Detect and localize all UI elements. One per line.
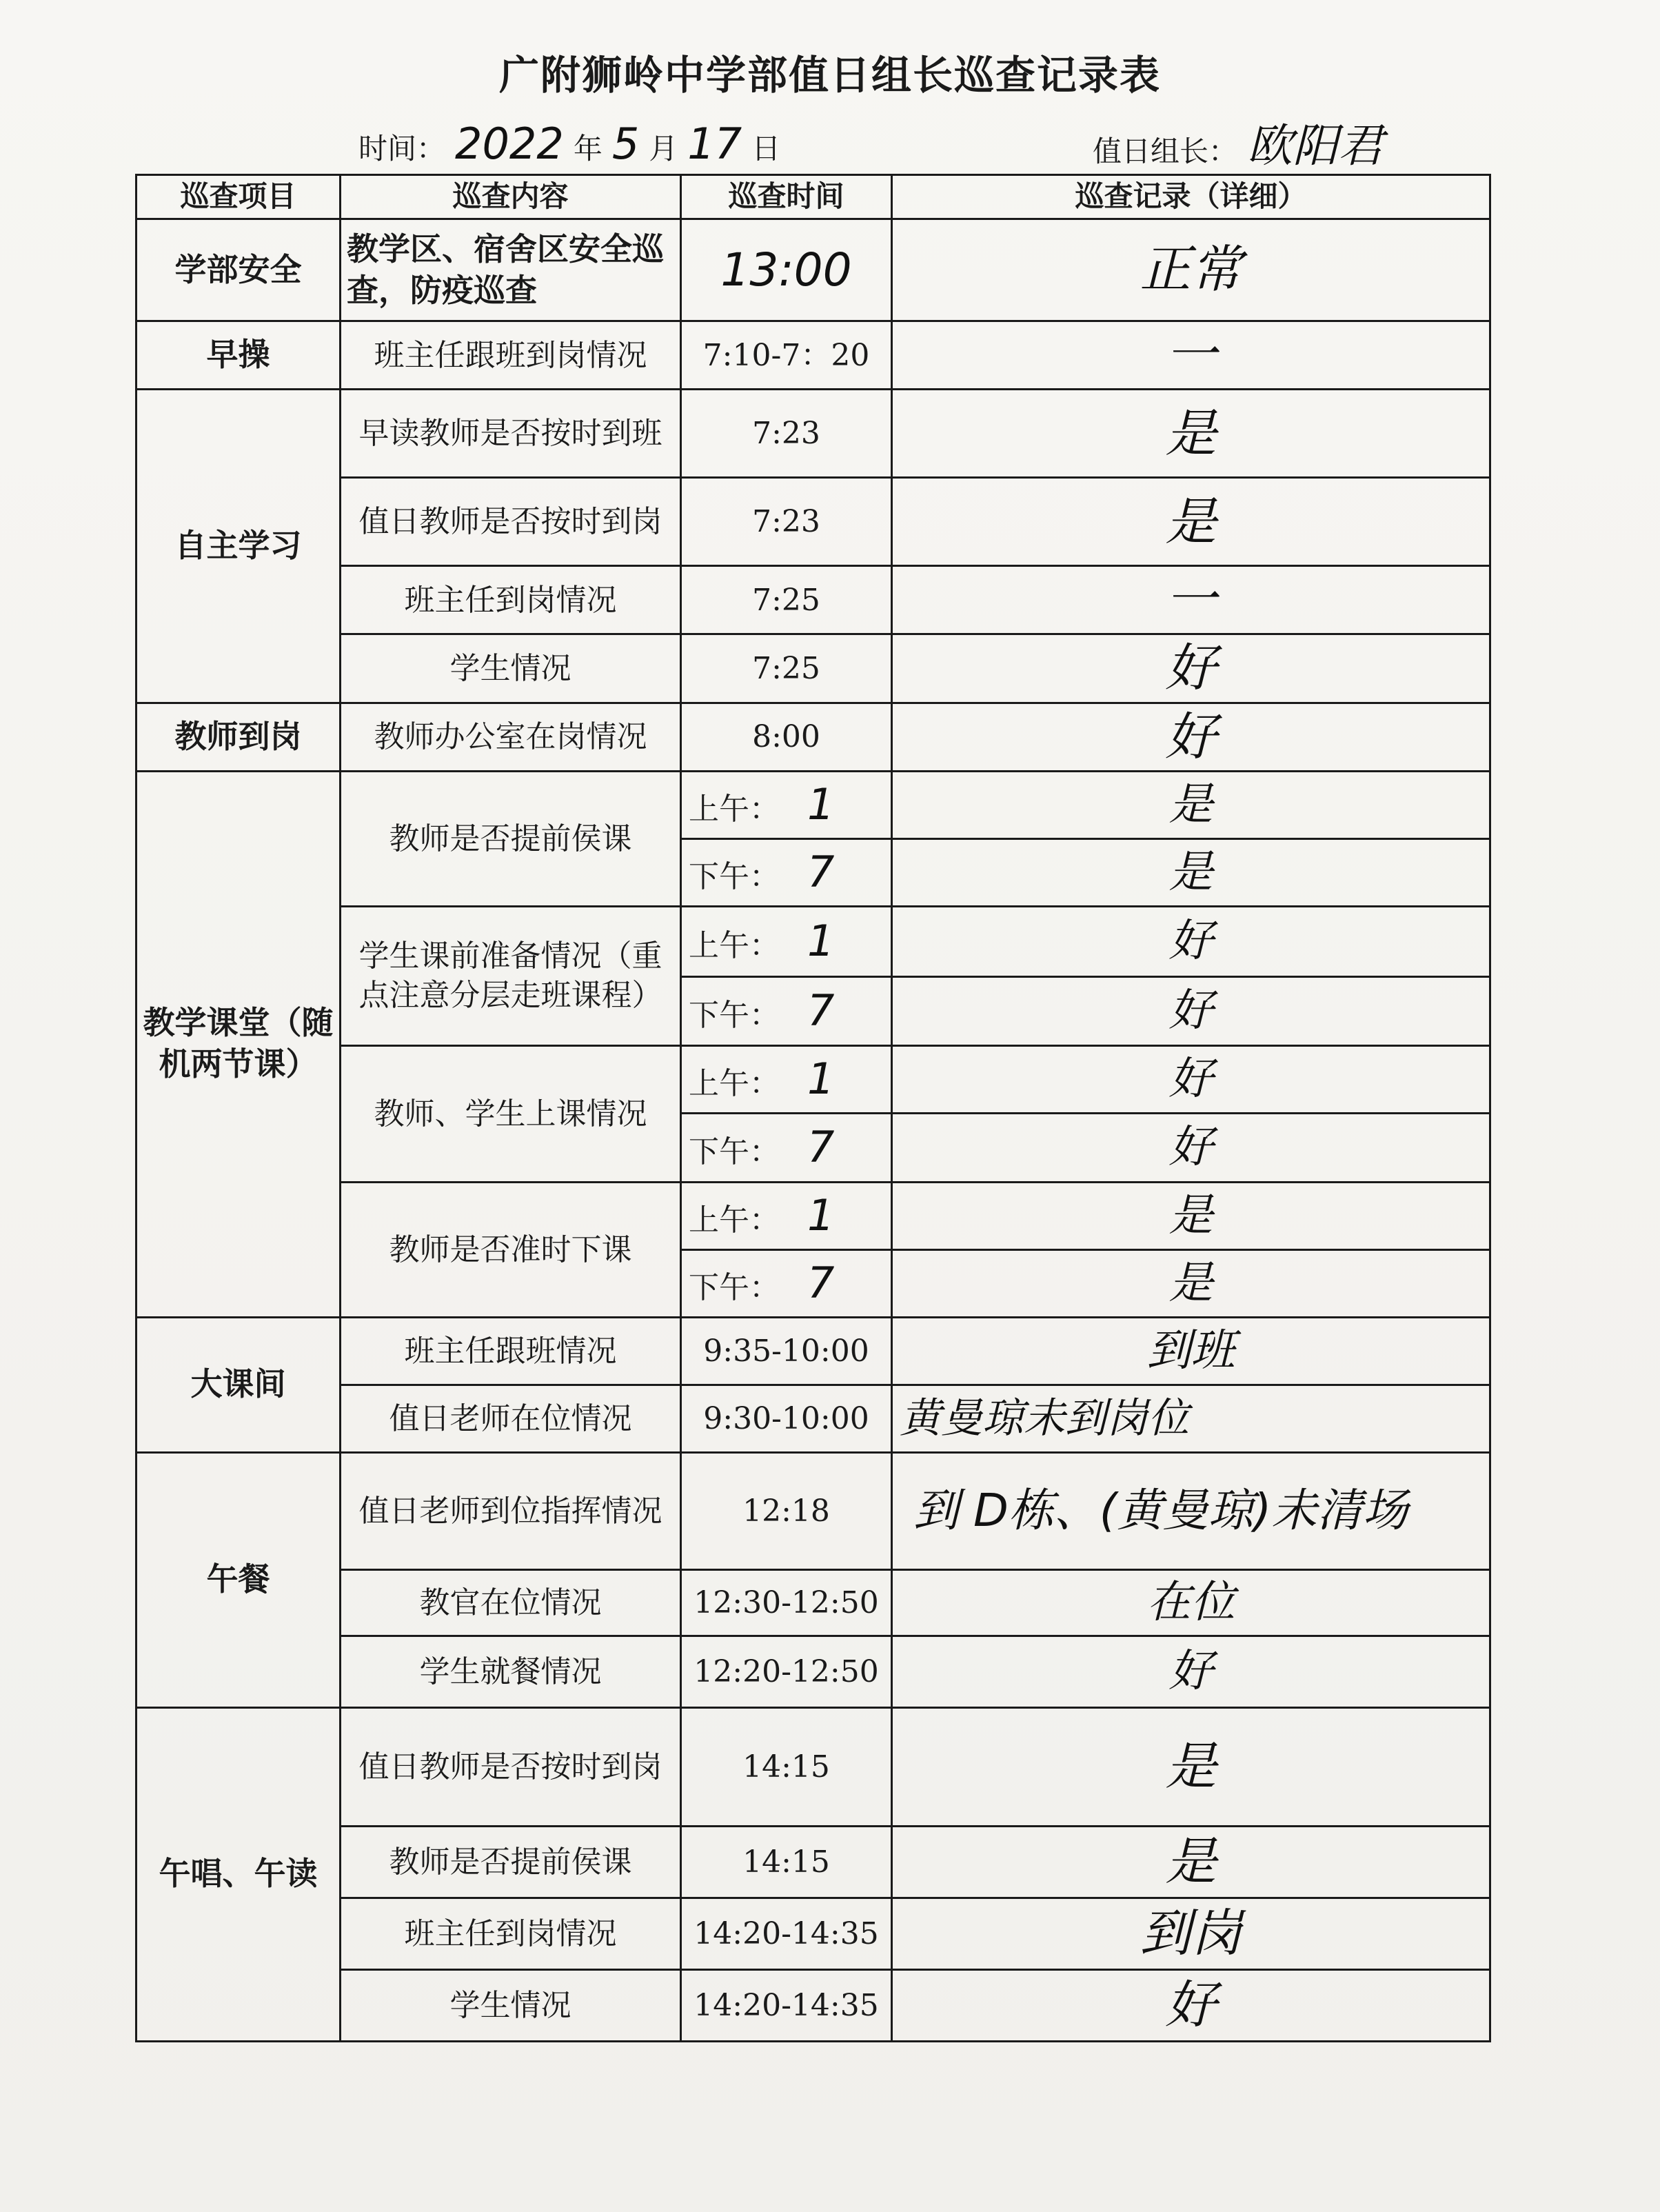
column-header-record: 巡查记录（详细）: [892, 175, 1490, 219]
record-cell: [892, 771, 1490, 838]
content-cell: 教师是否准时下课: [341, 1182, 681, 1317]
month-unit: 月: [649, 132, 678, 165]
period-handwriting: 1: [807, 1053, 835, 1104]
record-handwriting: 是: [1168, 1189, 1213, 1241]
pm-label: 下午：: [689, 997, 780, 1033]
time-cell: 14:15: [681, 1826, 892, 1898]
table-row: [136, 771, 1490, 838]
content-cell: 学生就餐情况: [341, 1636, 681, 1707]
record-cell: [892, 1826, 1490, 1898]
record-handwriting: 是: [1165, 492, 1217, 552]
content-cell: 值日老师到位指挥情况: [341, 1452, 681, 1569]
table-row: [136, 390, 1490, 478]
am-label: 上午：: [689, 1202, 780, 1238]
table-row: [136, 703, 1490, 771]
record-handwriting: 好: [1165, 639, 1217, 698]
leader-label: 值日组长：: [1093, 134, 1238, 168]
record-cell: [892, 478, 1490, 566]
time-cell: 8:00: [681, 703, 892, 771]
record-handwriting: 是: [1165, 1832, 1217, 1892]
category-cell: 自主学习: [136, 390, 341, 703]
category-cell: 午餐: [136, 1452, 341, 1707]
record-cell: [892, 1113, 1490, 1182]
table-row: [136, 219, 1490, 321]
time-cell-pm: [681, 1249, 892, 1317]
content-cell: 班主任到岗情况: [341, 566, 681, 634]
period-handwriting: 7: [807, 985, 835, 1036]
time-cell: 14:20-14:35: [681, 1969, 892, 2041]
record-handwriting: 是: [1168, 778, 1213, 830]
time-cell: 7:23: [681, 390, 892, 478]
record-handwriting: 是: [1168, 846, 1213, 898]
content-cell: 教学区、宿舍区安全巡查，防疫巡查: [341, 219, 681, 321]
inspection-table: [135, 174, 1491, 2042]
record-handwriting: 好: [1168, 985, 1213, 1036]
day-value: 17: [687, 119, 742, 169]
record-cell: [892, 1182, 1490, 1249]
record-handwriting: 好: [1168, 915, 1213, 967]
table-row: [136, 321, 1490, 390]
record-handwriting: 是: [1165, 403, 1217, 463]
record-cell: [892, 1452, 1490, 1569]
time-cell-pm: [681, 976, 892, 1045]
record-handwriting: 好: [1168, 1645, 1213, 1697]
time-cell-am: [681, 771, 892, 838]
date-label: 时间：: [358, 132, 446, 165]
table-header-row: [136, 175, 1490, 219]
time-cell: 7:25: [681, 566, 892, 634]
time-cell: 12:18: [681, 1452, 892, 1569]
content-cell: 值日教师是否按时到岗: [341, 1707, 681, 1826]
table-row: [136, 1707, 1490, 1826]
period-handwriting: 1: [807, 1189, 835, 1240]
period-handwriting: 7: [807, 1121, 835, 1172]
time-cell: [681, 219, 892, 321]
time-cell: 9:30-10:00: [681, 1385, 892, 1452]
record-cell: [892, 1707, 1490, 1826]
record-handwriting: 到岗: [1140, 1904, 1242, 1964]
time-cell: 7:23: [681, 478, 892, 566]
content-cell: 教师办公室在岗情况: [341, 703, 681, 771]
time-cell: 12:20-12:50: [681, 1636, 892, 1707]
leader-signature: 欧阳君: [1247, 119, 1384, 172]
record-handwriting: 在位: [1146, 1576, 1235, 1628]
time-cell: 7:10-7：20: [681, 321, 892, 390]
time-cell: 7:25: [681, 634, 892, 703]
pm-label: 下午：: [689, 1269, 780, 1305]
table-row: [136, 1317, 1490, 1385]
record-handwriting: 好: [1168, 1121, 1213, 1173]
time-cell: 9:35-10:00: [681, 1317, 892, 1385]
column-header-item: 巡查项目: [136, 175, 341, 219]
content-cell: 学生情况: [341, 1969, 681, 2041]
content-cell: 教师是否提前侯课: [341, 1826, 681, 1898]
record-cell: [892, 1249, 1490, 1317]
record-handwriting: 到 D栋、(黄曼琼)未清场: [913, 1484, 1408, 1538]
page-title: 广附狮岭中学部值日组长巡查记录表: [498, 52, 1161, 99]
leader-line: [1093, 109, 1384, 174]
column-header-content: 巡查内容: [341, 175, 681, 219]
time-cell: 14:20-14:35: [681, 1898, 892, 1969]
record-handwriting: 正常: [1140, 240, 1242, 300]
content-cell: 班主任跟班到岗情况: [341, 321, 681, 390]
time-cell-am: [681, 1045, 892, 1113]
record-handwriting: 到班: [1146, 1325, 1235, 1376]
category-cell: 教学课堂（随机两节课）: [136, 771, 341, 1317]
time-cell: 12:30-12:50: [681, 1569, 892, 1636]
record-cell: [892, 838, 1490, 906]
time-handwriting: 13:00: [720, 243, 852, 296]
record-cell: [892, 703, 1490, 771]
record-cell: [892, 1969, 1490, 2041]
record-handwriting: 一: [1165, 325, 1217, 385]
am-label: 上午：: [689, 927, 780, 963]
record-cell: [892, 976, 1490, 1045]
content-cell: 班主任跟班情况: [341, 1317, 681, 1385]
time-cell-pm: [681, 838, 892, 906]
content-cell: 教官在位情况: [341, 1569, 681, 1636]
record-cell: [892, 1569, 1490, 1636]
time-cell: 14:15: [681, 1707, 892, 1826]
am-label: 上午：: [689, 791, 780, 827]
am-label: 上午：: [689, 1065, 780, 1101]
pm-label: 下午：: [689, 1134, 780, 1169]
record-handwriting: 黄曼琼未到岗位: [900, 1394, 1189, 1443]
year-value: 2022: [455, 119, 564, 169]
period-handwriting: 7: [807, 846, 835, 897]
category-cell: 早操: [136, 321, 341, 390]
time-cell-am: [681, 906, 892, 976]
pm-label: 下午：: [689, 858, 780, 894]
record-cell: [892, 1045, 1490, 1113]
date-line: [358, 119, 780, 169]
record-handwriting: 好: [1165, 707, 1217, 767]
record-cell: [892, 1385, 1490, 1452]
content-cell: 班主任到岗情况: [341, 1898, 681, 1969]
period-handwriting: 7: [807, 1257, 835, 1308]
category-cell: 学部安全: [136, 219, 341, 321]
category-cell: 午唱、午读: [136, 1707, 341, 2041]
record-handwriting: 好: [1165, 1975, 1217, 2035]
record-handwriting: 好: [1168, 1053, 1213, 1105]
category-cell: 大课间: [136, 1317, 341, 1452]
record-handwriting: 是: [1168, 1257, 1213, 1309]
period-handwriting: 1: [807, 778, 835, 830]
record-cell: [892, 1636, 1490, 1707]
content-cell: 早读教师是否按时到班: [341, 390, 681, 478]
content-cell: 值日教师是否按时到岗: [341, 478, 681, 566]
time-cell-am: [681, 1182, 892, 1249]
time-cell-pm: [681, 1113, 892, 1182]
record-cell: [892, 566, 1490, 634]
category-cell: 教师到岗: [136, 703, 341, 771]
record-handwriting: 是: [1165, 1737, 1217, 1797]
record-cell: [892, 390, 1490, 478]
column-header-time: 巡查时间: [681, 175, 892, 219]
content-cell: 值日老师在位情况: [341, 1385, 681, 1452]
month-value: 5: [611, 119, 640, 169]
content-cell: 学生情况: [341, 634, 681, 703]
period-handwriting: 1: [807, 915, 835, 966]
content-cell: 学生课前准备情况（重点注意分层走班课程）: [341, 906, 681, 1045]
record-cell: [892, 219, 1490, 321]
record-cell: [892, 634, 1490, 703]
record-cell: [892, 321, 1490, 390]
year-unit: 年: [573, 132, 603, 165]
content-cell: 教师是否提前侯课: [341, 771, 681, 906]
record-handwriting: 一: [1165, 570, 1217, 630]
record-cell: [892, 1317, 1490, 1385]
content-cell: 教师、学生上课情况: [341, 1045, 681, 1182]
record-cell: [892, 906, 1490, 976]
table-row: [136, 1452, 1490, 1569]
record-cell: [892, 1898, 1490, 1969]
day-unit: 日: [751, 132, 781, 165]
